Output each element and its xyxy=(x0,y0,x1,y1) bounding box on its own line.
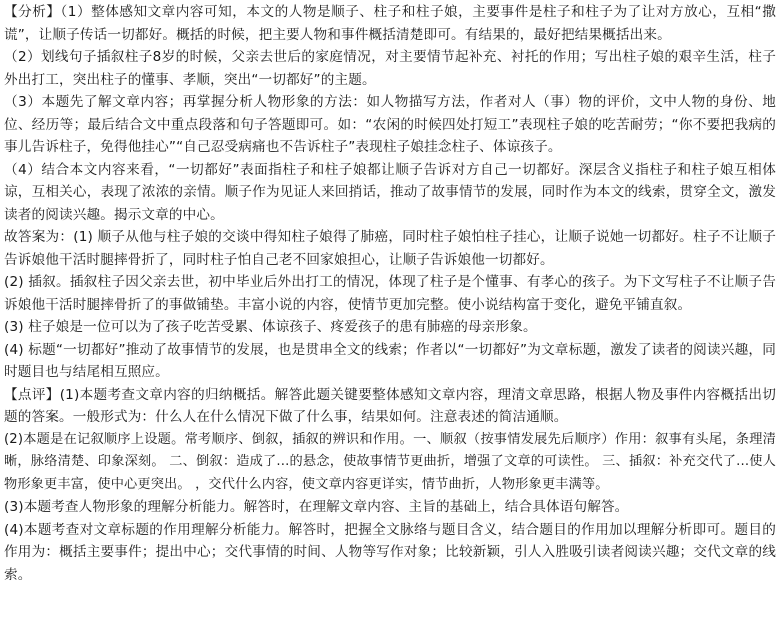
answer-paragraph-3: (3) 柱子娘是一位可以为了孩子吃苦受累、体谅孩子、疼爱孩子的患有肺癌的母亲形象。 xyxy=(4,319,537,335)
comment-paragraph-3: (3)本题考查人物形象的理解分析能力。解答时，在理解文章内容、主旨的基础上，结合具体语句解答。 xyxy=(4,499,629,515)
analysis-paragraph-3: （3）本题先了解文章内容；再掌握分析人物形象的方法：如人物描写方法，作者对人（事）物的评价，文中人物的身份、地位、经历等；最后结合文中重点段落和句子答题即可。如：“农闲的时候四处打短工”表现柱子娘的吃苦耐劳；“你不要把我病的事儿告诉柱子，免得他挂心”“自己忍受病痛也不告诉柱子”表现柱子娘挂念柱子、体谅孩子。 xyxy=(4,94,776,155)
analysis-paragraph-2: （2）划线句子插叙柱子8岁的时候，父亲去世后的家庭情况，对主要情节起补充、衬托的作用；写出柱子娘的艰辛生活，柱子外出打工，突出柱子的懂事、孝顺，突出“一切都好”的主题。 xyxy=(4,49,776,88)
comment-paragraph-2: (2)本题是在记叙顺序上设题。常考顺序、倒叙，插叙的辨识和作用。一、顺叙（按事情发展先后顺序）作用：叙事有头尾，条理清晰，脉络清楚、印象深刻。 二、倒叙：造成了...的悬念，使故事情节更曲折，增强了文章的可读性。 三、插叙：补充交代了...使人物形象更丰富，使中心更突出。 ，交代什么内容，使文章内容更详实，情节曲折，人物形象更丰满等。 xyxy=(4,431,776,492)
answer-paragraph-1: 故答案为：(1) 顺子从他与柱子娘的交谈中得知柱子娘得了肺癌，同时柱子娘怕柱子挂心，让顺子说她一切都好。柱子不让顺子告诉娘他干活时腿摔骨折了，同时柱子怕自己老不回家娘担心，让顺子告诉娘他一切都好。 xyxy=(4,229,776,268)
comment-paragraph-4: (4)本题考查对文章标题的作用理解分析能力。解答时，把握全文脉络与题目含义，结合题目的作用加以理解分析即可。题目的作用为：概括主要事件；提出中心；交代事情的时间、人物等写作对象；比较新颖，引人入胜吸引读者阅读兴趣；交代文章的线索。 xyxy=(4,521,776,583)
analysis-paragraph-4: （4）结合本文内容来看，“一切都好”表面指柱子和柱子娘都让顺子告诉对方自己一切都好。深层含义指柱子和柱子娘互相体谅，互相关心，表现了浓浓的亲情。顺子作为见证人来回捎话，推动了故事情节的发展，同时作为本文的线索，贯穿全文，激发读者的阅读兴趣。揭示文章的中心。 xyxy=(4,161,776,223)
comment-paragraph-1: 【点评】(1)本题考查文章内容的归纳概括。解答此题关键要整体感知文章内容，理清文章思路，根据人物及事件内容概括出切题的答案。一般形式为：什么人在什么情况下做了什么事，结果如何。注意表述的简洁通顺。 xyxy=(4,386,776,425)
answer-paragraph-4: (4) 标题“一切都好”推动了故事情节的发展，也是贯串全文的线索；作者以“一切都好”为文章标题，激发了读者的阅读兴趣，同时题目也与结尾相互照应。 xyxy=(4,341,776,380)
answer-paragraph-2: (2) 插叙。插叙柱子因父亲去世，初中毕业后外出打工的情况，体现了柱子是个懂事、有孝心的孩子。为下文写柱子不让顺子告诉娘他干活时腿摔骨折了的事做铺垫。丰富小说的内容，使情节更加完整。使小说结构富于变化，避免平铺直叙。 xyxy=(4,274,776,313)
analysis-paragraph-1: 【分析】（1）整体感知文章内容可知，本文的人物是顺子、柱子和柱子娘，主要事件是柱子和柱子为了让对方放心，互相“撒谎”，让顺子传话一切都好。概括的时候，把主要人物和事件概括清楚即可。有结果的，最好把结果概括出来。 xyxy=(4,4,776,43)
